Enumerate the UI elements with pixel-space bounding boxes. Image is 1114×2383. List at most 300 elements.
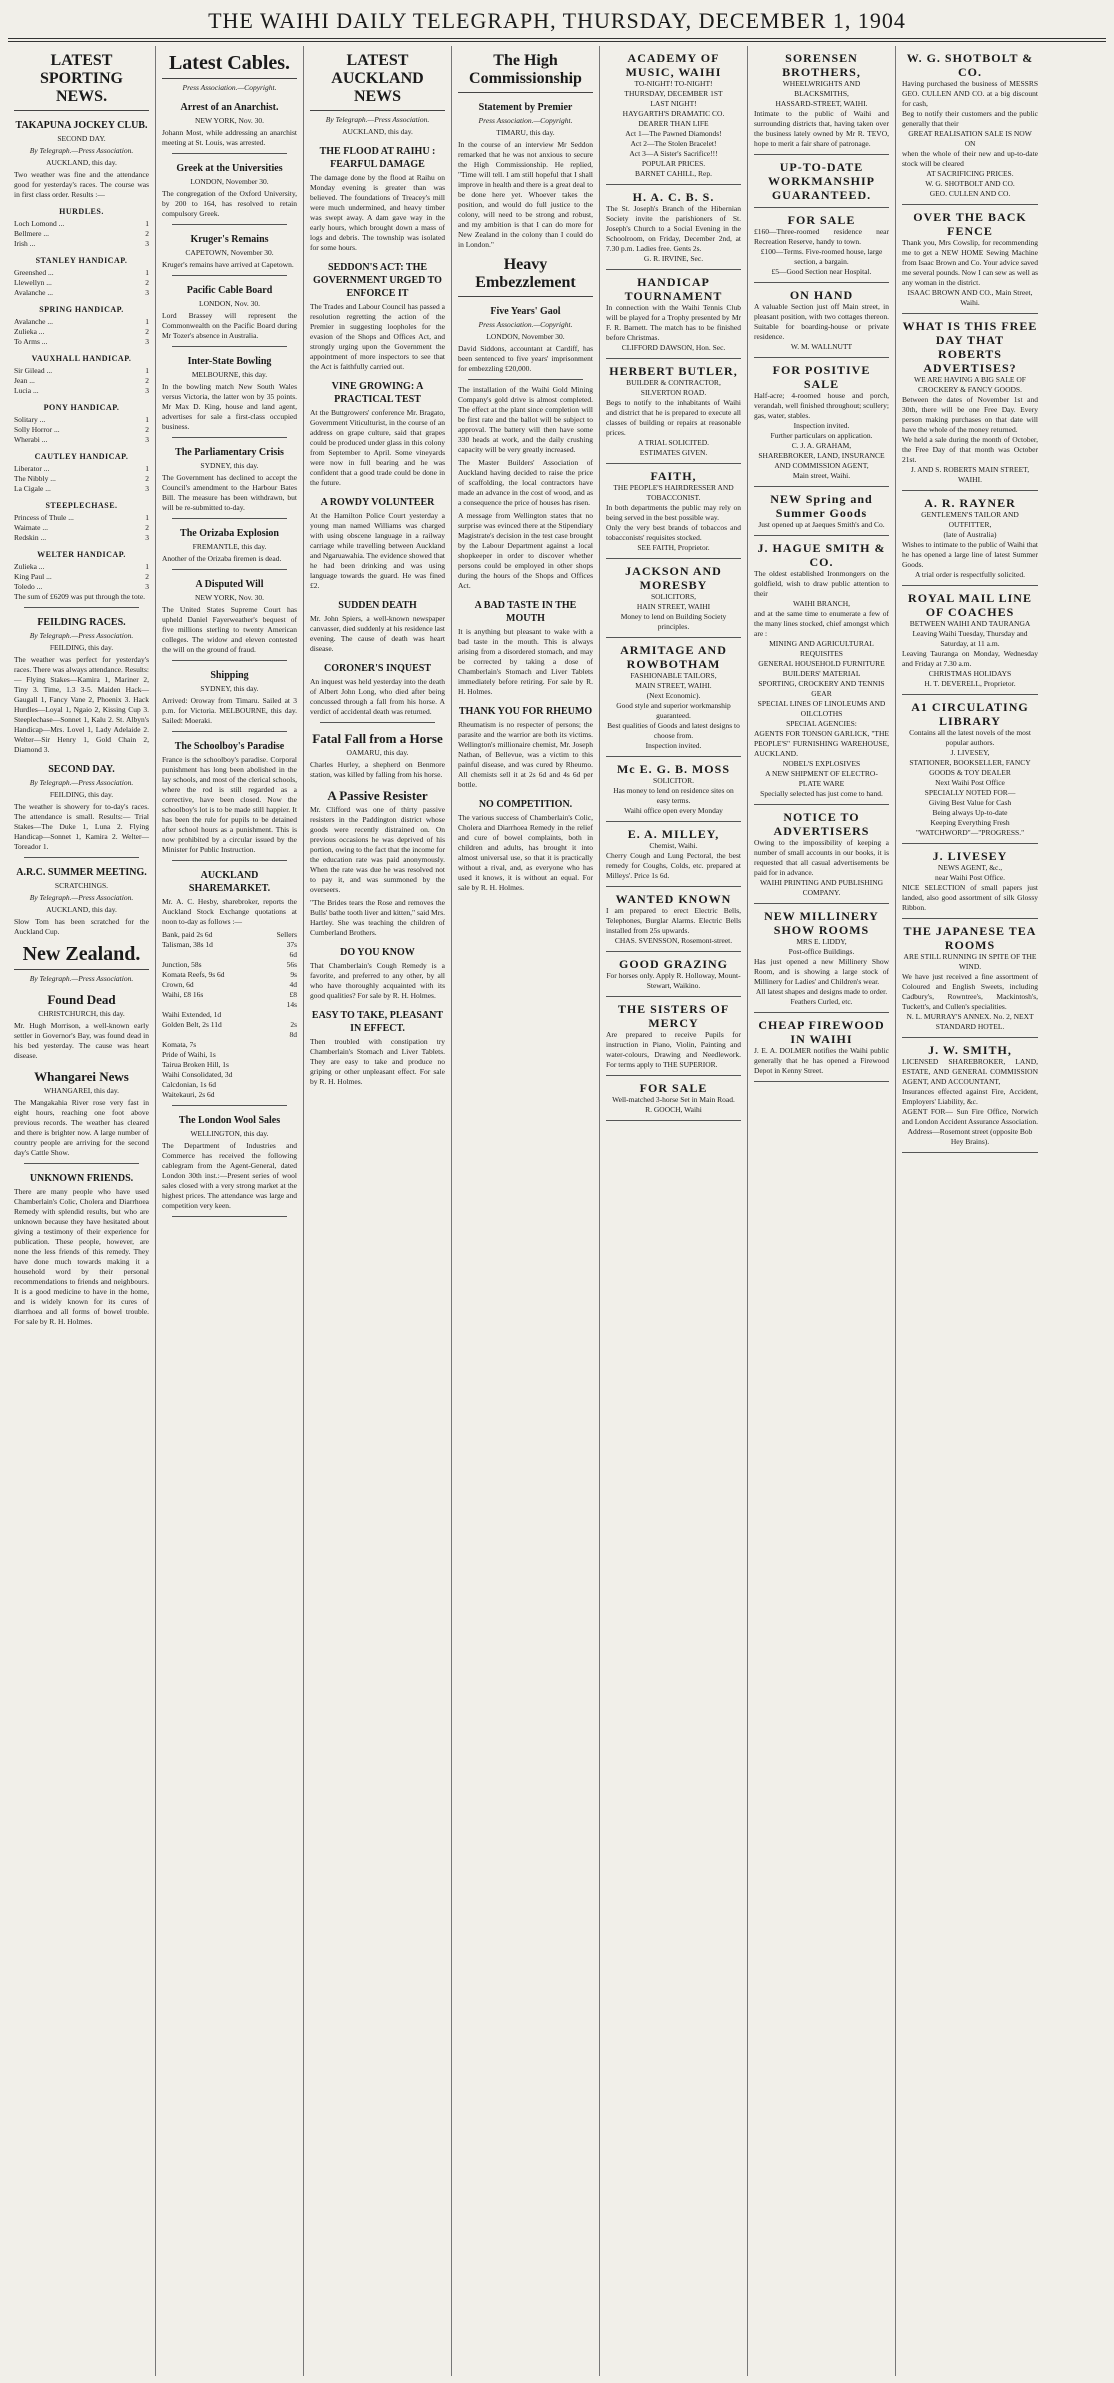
cable-divider: [172, 1216, 287, 1217]
race-entry: [14, 317, 149, 327]
ad-text: Begs to notify to the inhabitants of Waihi and district that he is prepared to execute all classes of building or repairs at reasonable prices.: [606, 398, 741, 437]
ad-title: W. G. SHOTBOLT & CO.: [906, 51, 1034, 79]
placing: 1: [145, 464, 149, 473]
ad-text: Feathers Curled, etc.: [790, 997, 853, 1006]
advertisement: [754, 46, 889, 155]
ad-text: GEO. CULLEN AND CO.: [929, 189, 1011, 198]
auckland-dateline: AUCKLAND, this day.: [342, 127, 413, 136]
ad-title: FOR SALE: [787, 213, 856, 227]
auckland-news-heading: SEDDON'S ACT: THE GOVERNMENT URGED TO ENFORCE IT: [313, 262, 442, 299]
ad-title: THE JAPANESE TEA ROOMS: [903, 924, 1037, 952]
share-price: [285, 1040, 297, 1050]
arc-meeting-heading: A.R.C. SUMMER MEETING.: [16, 867, 147, 878]
masthead-rule: [8, 38, 1106, 39]
advertisement: [902, 919, 1038, 1038]
share-row: [162, 980, 297, 990]
advertisement: [754, 358, 889, 487]
ad-text: Best qualities of Goods and latest designs to choose from.: [607, 721, 740, 740]
placing: 3: [145, 484, 149, 493]
column-cables: [156, 46, 304, 2376]
ad-text: C. J. A. GRAHAM,: [791, 441, 852, 450]
ad-text: HASSARD-STREET, WAIHI.: [775, 99, 868, 108]
cable-heading: A Disputed Will: [195, 579, 264, 590]
horse-name: Liberator ...: [14, 464, 50, 473]
cable-divider: [172, 860, 287, 861]
share-row: [162, 1020, 297, 1040]
advertisement: [606, 1076, 741, 1121]
arc-meeting-sub: SCRATCHINGS.: [54, 881, 109, 890]
ad-text: £100—Terms. Five-roomed house, large section, a bargain.: [760, 247, 883, 266]
placing: 3: [145, 386, 149, 395]
race-entry: [14, 415, 149, 425]
passive-resister-heading: A Passive Resister: [327, 788, 428, 803]
share-row: [162, 960, 297, 970]
race-entry: [14, 219, 149, 229]
auckland-news-body: An inquest was held yesterday into the death of Albert John Long, who died after being concussed through a fall from his horse. A verdict of accidental death was returned.: [310, 677, 445, 716]
second-day-byline: By Telegraph.—Press Association.: [29, 778, 134, 787]
auckland-news-body: At the Hamilton Police Court yesterday a young man named Williams was charged with using obscene language in a railway carriage while travelling between Auckland and Ngaruawahia. The evidence showed that he had been drinking and was using language towards the guard. He was fined £2.: [310, 511, 445, 590]
share-row: [162, 990, 297, 1010]
placing: 2: [145, 327, 149, 336]
ad-title: FAITH,: [650, 469, 697, 483]
ad-text: W. G. SHOTBOLT AND CO.: [925, 179, 1015, 188]
sporting-banner: LATEST SPORTING NEWS.: [14, 52, 149, 111]
race-entry: [14, 386, 149, 396]
ad-title: JACKSON AND MORESBY: [625, 564, 722, 592]
ad-text: "WATCHWORD"—"PROGRESS.": [915, 828, 1025, 837]
arc-meeting-byline: By Telegraph.—Press Association.: [29, 893, 134, 902]
ad-text: (late of Australia): [943, 530, 997, 539]
ad-text: We have just received a fine assortment of Coloured and English Sweets, including Cadbury's, Rowntree's, Mackintosh's, Tuckett's, and Cullen's specialities.: [902, 972, 1038, 1011]
share-row: [162, 1010, 297, 1020]
ad-text: Giving Best Value for Cash: [928, 798, 1012, 807]
share-name: Talisman, 38s 1d: [162, 940, 213, 949]
share-name: Golden Belt, 2s 11d: [162, 1020, 222, 1029]
ad-text: In connection with the Waihi Tennis Club will be played for a Trophy presented by Mr F. R. Barnett. The match has to be finished before Christmas.: [606, 303, 741, 342]
ad-text: Further particulars on application.: [770, 431, 873, 440]
fatal-fall-dateline: OAMARU, this day.: [346, 748, 409, 757]
share-price: [285, 1070, 297, 1080]
placing: 2: [145, 425, 149, 434]
second-day-dateline: FEILDING, this day.: [49, 790, 114, 799]
passive-resister-body: Mr. Clifford was one of thirty passive resisters in the Paddington district whose goods were recently distrained on. On previous occasions he was deprived of his portion, owing to the fact that the income for the education rate was paid anonymously. When the rate was due he was resolved not to pay it, and was summoned by the overseers.: [310, 805, 445, 894]
horse-name: Irish ...: [14, 239, 36, 248]
ad-title: ARMITAGE AND ROWBOTHAM: [620, 643, 727, 671]
sporting-intro: Two weather was fine and the attendance good for yesterday's races. The course was in first class order. Results :—: [14, 170, 149, 199]
share-row: [162, 1090, 297, 1100]
ad-text: J. LIVESEY,: [950, 748, 990, 757]
cable-body: France is the schoolboy's paradise. Corporal punishment has long been abolished in the lay schools, and most of the clerical schools, where the rod is still regarded as a corrective, have been closed. Now the schoolboy's lot is to be made still happier. It has been the rule for pupils to be detained after school hours as a punishment. This is now prohibited by a circular issued by the Minister for Public Instruction.: [162, 755, 297, 854]
ad-text: Act 2—The Stolen Bracelet!: [630, 139, 717, 148]
advertisement: [902, 491, 1038, 586]
second-day-heading: SECOND DAY.: [48, 764, 115, 775]
feilding-byline: By Telegraph.—Press Association.: [29, 631, 134, 640]
feilding-body: The weather was perfect for yesterday's races. There was always attendance. Results:— Flying Stakes—Kamira 1, Mariner 2, Tiny 3. Time, 1.3 3-5. Maiden Hack—Gaugall 1, Fancy Vane 2, Phoenix 3. Hack Hurdles—Loyal 1, Ngaio 2, Kissing Cup 3. Steeplechase—Sonnet 1, Kalu 2. St. Albyn's Handicap—Mrs. Lovel 1, Lady Adelaide 2. Welter—Sir Henry 1, Gold Chain 2, Diamond 3.: [14, 655, 149, 754]
ad-title: OVER THE BACK FENCE: [913, 210, 1027, 238]
master-builders-body: The Master Builders' Association of Auckland having decided to raise the price of scaffolding, the local contractors have made an advance in the cost of wood, and as a consequence the price of houses has risen.: [458, 458, 593, 507]
found-dead-heading: Found Dead: [47, 992, 116, 1007]
ad-text: Money to lend on Building Society principles.: [620, 612, 727, 631]
ad-text: A trial order is respectfully solicited.: [915, 570, 1025, 579]
ad-title: J. W. SMITH,: [928, 1043, 1012, 1057]
column-ads-right: [896, 46, 1044, 2376]
ad-text: NEWS AGENT, &c.,: [937, 863, 1003, 872]
cable-divider: [172, 153, 287, 154]
advertisement: [606, 464, 741, 559]
ad-text: I am prepared to erect Electric Bells, Telephones, Burglar Alarms. Electric Bells installed from 25s upwards.: [606, 906, 741, 935]
horse-name: To Arms ...: [14, 337, 48, 346]
auckland-news-banner: LATEST AUCKLAND NEWS: [310, 52, 445, 111]
auckland-news-heading: SUDDEN DEATH: [338, 600, 417, 611]
ad-text: Act 1—The Pawned Diamonds!: [625, 129, 722, 138]
cable-heading: The Schoolboy's Paradise: [174, 741, 285, 752]
horse-name: Zulieka ...: [14, 327, 45, 336]
cable-divider: [172, 437, 287, 438]
ad-title: WANTED KNOWN: [615, 892, 732, 906]
ad-title: THE SISTERS OF MERCY: [617, 1002, 730, 1030]
ad-text: NICE SELECTION of small papers just landed, also good assortment of silk Glossy Ribbon.: [902, 883, 1038, 912]
share-row: [162, 930, 297, 940]
ad-text: CLIFFORD DAWSON, Hon. Sec.: [621, 343, 726, 352]
ad-text: For horses only. Apply R. Holloway, Mount-Stewart, Waikino.: [606, 971, 741, 990]
placing: 1: [145, 268, 149, 277]
ad-text: Beg to notify their customers and the public generally that their: [902, 109, 1038, 128]
ad-text: STATIONER, BOOKSELLER, FANCY GOODS & TOY DEALER: [909, 758, 1031, 777]
race-entry: [14, 327, 149, 337]
auckland-news-heading: CORONER'S INQUEST: [324, 663, 431, 674]
no-competition-body: The various success of Chamberlain's Colic, Cholera and Diarrhoea Remedy in the relief and cure of bowel complaints, both in children and adults, has brought it into almost universal use, so that it is practically without a rival, and, as everyone who has used it knows, it is without an equal. For sale by R. H. Holmes.: [458, 813, 593, 892]
cable-divider: [172, 346, 287, 347]
horse-name: Redskin ...: [14, 533, 47, 542]
horse-name: Waimate ...: [14, 523, 48, 532]
whangarei-dateline: WHANGAREI, this day.: [44, 1086, 119, 1095]
horse-name: Zulieka ...: [14, 562, 45, 571]
share-price: Sellers: [276, 930, 297, 939]
ad-text: TO-NIGHT! TO-NIGHT!: [634, 79, 713, 88]
easy-to-take-heading: EASY TO TAKE, PLEASANT IN EFFECT.: [311, 1010, 444, 1034]
ad-text: MAIN STREET, WAIHI.: [635, 681, 712, 690]
race-entry: [14, 278, 149, 288]
ad-text: A valuable Section just off Main street, in pleasant position, with two cottages thereon. Suitable for boarding-house or private residence.: [754, 302, 889, 341]
embezzlement-body: David Siddons, accountant at Cardiff, has been sentenced to five years' imprisonment for embezzling £20,000.: [458, 344, 593, 373]
advertisement: [606, 887, 741, 952]
column-ads-middle: [748, 46, 896, 2376]
ad-text: (Next Economic).: [646, 691, 701, 700]
advertisement: [902, 844, 1038, 919]
ad-text: Wishes to intimate to the public of Waihi that he has opened a large line of latest Summer Goods.: [902, 540, 1039, 569]
ad-text: N. L. MURRAY'S ANNEX. No. 2, NEXT STANDARD HOTEL.: [906, 1012, 1034, 1031]
ad-text: Inspection invited.: [645, 741, 702, 750]
brides-body: "The Brides tears the Rose and removes the Bulls' bathe tooth liver and kitten," said Mrs. Hartley. She was teaching the children of Cumberland Brothers.: [310, 898, 445, 937]
cable-dateline: MELBOURNE, this day.: [191, 370, 268, 379]
ads-list-right: [902, 46, 1038, 1153]
ad-title: J. HAGUE SMITH & CO.: [757, 541, 886, 569]
ad-title: ON HAND: [789, 288, 854, 302]
no-competition-heading: NO COMPETITION.: [478, 799, 573, 810]
auckland-news-heading: THE FLOOD AT RAIHU : FEARFUL DAMAGE: [319, 146, 436, 170]
feilding-dateline: FEILDING, this day.: [49, 643, 114, 652]
commissionship-sub: Statement by Premier: [478, 102, 573, 113]
cable-heading: The Orizaba Explosion: [180, 528, 279, 539]
share-price: 56s: [286, 960, 297, 969]
race-name: CAUTLEY HANDICAP.: [34, 452, 129, 461]
advertisement: [902, 586, 1038, 695]
advertisement: [902, 46, 1038, 205]
masthead-title: THE WAIHI DAILY TELEGRAPH, THURSDAY, DECEMBER 1, 1904: [208, 8, 906, 33]
ad-text: AGENT FOR— Sun Fire Office, Norwich and London Accident Assurance Association.: [902, 1107, 1039, 1126]
cable-divider: [172, 224, 287, 225]
horse-name: Solly Horror ...: [14, 425, 60, 434]
ad-text: SEE FAITH, Proprietor.: [637, 543, 710, 552]
cable-dateline: SYDNEY, this day.: [200, 684, 259, 693]
placing: 1: [145, 317, 149, 326]
horse-name: Llewellyn ...: [14, 278, 52, 287]
masthead-rule-lower: [8, 41, 1106, 42]
race-entry: [14, 484, 149, 494]
cable-dateline: NEW YORK, Nov. 30.: [194, 593, 265, 602]
ad-text: Between the dates of November 1st and 30th, there will be one Free Day. Every person making purchases on that date will have the whole of the money returned.: [902, 395, 1038, 434]
advertisement: [606, 822, 741, 887]
cable-body: Another of the Orizaba firemen is dead.: [162, 554, 282, 563]
placing: 1: [145, 513, 149, 522]
commissionship-body: In the course of an interview Mr Seddon remarked that he was not anxious to secure the High Commissionship. He replied, "Time will tell. I am still hopeful that I shall improve in health and there is a great deal to be done here yet. Whoever takes the position, and would do full justice to the colony, will need to be strong and robust, and my ambition is that I can do more for New Zealand in the colony than I could do in London.": [458, 140, 593, 249]
share-name: Bank, paid 2s 6d: [162, 930, 213, 939]
column-sporting: [8, 46, 156, 2376]
ad-title: FOR SALE: [639, 1081, 708, 1095]
ad-text: and at the same time to enumerate a few of the many lines stocked, chief amongst which are :: [754, 609, 889, 638]
share-row: [162, 1080, 297, 1090]
race-name: STANLEY HANDICAP.: [35, 256, 128, 265]
ad-text: Act 3—A Sister's Sacrifice!!!: [629, 149, 718, 158]
ad-text: HAYGARTH'S DRAMATIC CO.: [622, 109, 725, 118]
horse-name: Princess of Thule ...: [14, 513, 74, 522]
page-columns: [8, 46, 1106, 2376]
advertisement: [606, 559, 741, 638]
ad-text: SOLICITORS,: [650, 592, 697, 601]
placing: 3: [145, 337, 149, 346]
placing: 2: [145, 229, 149, 238]
cable-heading: AUCKLAND SHAREMARKET.: [188, 870, 271, 894]
embezzlement-byline: Press Association.—Copyright.: [478, 320, 573, 329]
sporting-dateline: AUCKLAND, this day.: [46, 158, 117, 167]
horse-name: Jean ...: [14, 376, 35, 385]
ad-text: BUILDER & CONTRACTOR,: [626, 378, 721, 387]
ad-text: SOLICITOR.: [653, 776, 694, 785]
ad-text: SPORTING, CROCKERY AND TENNIS GEAR: [758, 679, 885, 698]
ad-text: £160—Three-roomed residence near Recreation Reserve, handy to town.: [754, 227, 889, 246]
ad-text: Specially selected has just come to hand.: [760, 789, 883, 798]
cable-dateline: LONDON, Nov. 30.: [199, 299, 260, 308]
placing: 1: [145, 219, 149, 228]
cable-heading: Arrest of an Anarchist.: [180, 102, 279, 113]
share-price: £8 14s: [286, 990, 297, 1009]
advertisement: [606, 638, 741, 757]
cable-heading: Inter-State Bowling: [187, 356, 272, 367]
advertisement: [754, 904, 889, 1013]
horse-name: La Cigale ...: [14, 484, 51, 493]
cable-body: The congregation of the Oxford University, by 200 to 164, has resolved to retain compulsory Greek.: [162, 189, 297, 218]
share-name: Waitekauri, 2s 6d: [162, 1090, 215, 1099]
horse-name: Loch Lomond ...: [14, 219, 65, 228]
horse-name: Lucia ...: [14, 386, 39, 395]
ad-title: NEW MILLINERY SHOW ROOMS: [764, 909, 879, 937]
share-row: [162, 940, 297, 960]
race-entry: [14, 366, 149, 376]
ad-title: J. LIVESEY: [932, 849, 1008, 863]
ad-title: GOOD GRAZING: [618, 957, 728, 971]
found-dead-body: Mr. Hugh Morrison, a well-known early settler in Governor's Bay, was found dead in his bed yesterday. The cause was heart disease.: [14, 1021, 149, 1060]
day-heading: SECOND DAY.: [57, 134, 106, 143]
share-price: [285, 1080, 297, 1090]
ad-title: H. A. C. B. S.: [632, 190, 715, 204]
ad-text: A TRIAL SOLICITED.: [637, 438, 710, 447]
cable-body: Lord Brassey will represent the Commonwealth on the Pacific Board during Mr Tozer's absence in Australia.: [162, 311, 297, 340]
found-dead-dateline: CHRISTCHURCH, this day.: [38, 1009, 125, 1018]
ad-text: WE ARE HAVING A BIG SALE OF CROCKERY & FANCY GOODS.: [914, 375, 1026, 394]
share-name: Komata, 7s: [162, 1040, 197, 1049]
race-entry: [14, 376, 149, 386]
ad-text: BUILDERS' MATERIAL: [782, 669, 861, 678]
race-entry: [14, 435, 149, 445]
ad-text: SPECIAL AGENCIES:: [786, 719, 857, 728]
cable-divider: [172, 660, 287, 661]
auckland-news-body: Mr. John Spiers, a well-known newspaper canvasser, died suddenly at his residence last evening. The cause of death was heart disease.: [310, 614, 445, 653]
cable-divider: [172, 518, 287, 519]
advertisement: [754, 805, 889, 904]
ad-text: Just opened up at Jaeques Smith's and Co.: [758, 520, 885, 529]
advertisement: [902, 1038, 1038, 1153]
embezzlement-dateline: LONDON, November 30.: [486, 332, 565, 341]
section-divider: [24, 857, 139, 858]
advertisement: [754, 283, 889, 358]
race-entry: [14, 513, 149, 523]
race-entry: [14, 464, 149, 474]
ad-text: R. GOOCH, Waihi: [645, 1105, 702, 1114]
cable-heading: The London Wool Sales: [178, 1115, 281, 1126]
cable-dateline: LONDON, November 30.: [190, 177, 269, 186]
ad-text: DEARER THAN LIFE: [638, 119, 709, 128]
race-entry: [14, 562, 149, 572]
cable-heading: Greek at the Universities: [176, 163, 283, 174]
cable-heading: The Parliamentary Crisis: [175, 447, 284, 458]
ad-text: BLACKSMITHS,: [794, 89, 849, 98]
share-name: Waihi, £8 16s: [162, 990, 204, 999]
commissionship-dateline: TIMARU, this day.: [496, 128, 555, 137]
share-row: [162, 1040, 297, 1050]
share-price: 4d: [289, 980, 297, 989]
ad-title: A1 CIRCULATING LIBRARY: [911, 700, 1029, 728]
advertisement: [606, 359, 741, 464]
ad-text: Post-office Buildings.: [788, 947, 855, 956]
auckland-news-heading: A ROWDY VOLUNTEER: [320, 497, 435, 508]
race-name: HURDLES.: [59, 207, 104, 216]
placing: 3: [145, 435, 149, 444]
ad-text: MRS E. LIDDY,: [796, 937, 847, 946]
race-entry: [14, 229, 149, 239]
section-divider: [24, 607, 139, 608]
unknown-friends-body: There are many people who have used Chamberlain's Colic, Cholera and Diarrhoea Remedy with splendid results, but who are unknown because they have hesitated about giving a testimony of their experience for publication. These people, however, are none the less friends of this remedy. They have done much towards making it a household word by their personal recommendations to friends and neighbours. It is a good medicine to have in the home, and is widely known for its cures of diarrhoea and all forms of bowel trouble. For sale by R. H. Holmes.: [14, 1187, 149, 1326]
ad-title: UP-TO-DATE WORKMANSHIP GUARANTEED.: [768, 160, 875, 202]
ad-text: We held a sale during the month of October, the Free Day of that month was October 21st.: [902, 435, 1038, 464]
cable-heading: Kruger's Remains: [190, 234, 269, 245]
ad-title: CHEAP FIREWOOD IN WAIHI: [758, 1018, 885, 1046]
auckland-news-heading: VINE GROWING: A PRACTICAL TEST: [331, 381, 424, 405]
cable-dateline: FREMANTLE, this day.: [192, 542, 267, 551]
placing: 3: [145, 288, 149, 297]
placing: 3: [145, 239, 149, 248]
ad-title: NOTICE TO ADVERTISERS: [773, 810, 870, 838]
race-entry: [14, 425, 149, 435]
ad-text: ARE STILL RUNNING IN SPITE OF THE WIND.: [903, 952, 1037, 971]
share-row: [162, 970, 297, 980]
share-name: Pride of Waihi, 1s: [162, 1050, 216, 1059]
advertisement: [754, 536, 889, 805]
do-you-know-body: That Chamberlain's Cough Remedy is a favorite, and preferred to any other, by all who have thoroughly acquainted with its good qualities? For sale by R. H. Holmes.: [310, 961, 445, 1000]
ad-title: ROYAL MAIL LINE OF COACHES: [908, 591, 1032, 619]
stoke-body: The installation of the Waihi Gold Mining Company's gold drive is almost completed. The effect at the plant since completion will be first rate and the ballot will be subject to approval. The battery will then have some 330 heads at work, and the daily crushing capacity will be very greatly increased.: [458, 385, 593, 454]
horse-name: Solitary ...: [14, 415, 46, 424]
race-entry: [14, 337, 149, 347]
ad-text: GENTLEMEN'S TAILOR AND OUTFITTER,: [921, 510, 1019, 529]
race-entry: [14, 288, 149, 298]
rheumo-heading: THANK YOU FOR RHEUMO: [458, 706, 593, 717]
placing: 1: [145, 366, 149, 375]
ad-text: CHRISTMAS HOLIDAYS: [928, 669, 1012, 678]
advertisement: [606, 46, 741, 185]
cable-body: Johann Most, while addressing an anarchist meeting at St. Louis, was arrested.: [162, 128, 297, 147]
share-price: [285, 1090, 297, 1100]
advertisement: [606, 757, 741, 822]
ad-text: Being always Up-to-date: [932, 808, 1008, 817]
ad-text: SPECIALLY NOTED FOR—: [924, 788, 1016, 797]
column-commissionship: [452, 46, 600, 2376]
advertisement: [754, 155, 889, 208]
share-row: [162, 1060, 297, 1070]
cable-body: The Department of Industries and Commerce has received the following cablegram from the Agent-General, dated London 30th inst.:—Present series of wool sales closed with a very strong market at the highest prices. The attendance was large and competition very keen.: [162, 1141, 297, 1210]
ad-text: LAST NIGHT!: [650, 99, 697, 108]
ad-text: Are prepared to receive Pupils for instruction in Piano, Violin, Painting and water-colours, Drawing and Needlework. For terms apply to THE SUPERIOR.: [606, 1030, 741, 1069]
ad-text: SPECIAL LINES OF LINOLEUMS AND OILCLOTHS: [757, 699, 886, 718]
ad-text: BARNET CAHILL, Rep.: [635, 169, 712, 178]
ad-title: ACADEMY OF MUSIC, WAIHI: [625, 51, 722, 79]
ad-text: Intimate to the public of Waihi and surrounding districts that, having taken over the business lately owned by Mr R. TEVO, hope to merit a fair share of patronage.: [754, 109, 889, 148]
cable-body: Mr. A. C. Hesby, sharebroker, reports the Auckland Stock Exchange quotations at noon to-day as follows :—: [162, 897, 297, 926]
ad-text: AGENTS FOR TONSON GARLICK, "THE PEOPLE'S" FURNISHING WAREHOUSE, AUCKLAND.: [754, 729, 889, 758]
new-zealand-banner: New Zealand.: [14, 943, 149, 970]
ad-text: The oldest established Ironmongers on the goldfield, wish to draw public attention to their: [754, 569, 889, 598]
easy-to-take-body: Then troubled with constipation try Chamberlain's Stomach and Liver Tablets. They are easy to take and produce no griping or other unpleasant effect. For sale by R. H. Holmes.: [310, 1037, 445, 1086]
share-name: Komata Reefs, 9s 6d: [162, 970, 225, 979]
cables-banner: Latest Cables.: [162, 52, 297, 79]
ad-title: FOR POSITIVE SALE: [772, 363, 871, 391]
arc-meeting-body: Slow Tom has been scratched for the Auckland Cup.: [14, 917, 149, 936]
ad-text: J. E. A. DOLMER notifies the Waihi public generally that he has opened a Firewood Depot in Kenny Street.: [754, 1046, 889, 1075]
whangarei-heading: Whangarei News: [34, 1069, 129, 1084]
ad-text: CHAS. SVENSSON, Rosemont-street.: [614, 936, 733, 945]
share-price: 2s 8d: [289, 1020, 297, 1039]
ad-text: AT SACRIFICING PRICES.: [926, 169, 1014, 178]
horse-name: Toledo ...: [14, 582, 43, 591]
horse-name: Wherabi ...: [14, 435, 48, 444]
cable-divider: [172, 569, 287, 570]
embezzlement-sub: Five Years' Gaol: [490, 306, 561, 317]
wellington-body: A message from Wellington states that no surprise was evinced there at the Stipendiary Magistrate's decision in the test case brought by the Labour Department against a local shopkeeper in order to discover whether persons could be employed in other shops during the hours of the Shops and Offices Act.: [458, 511, 593, 590]
cable-dateline: WELLINGTON, this day.: [190, 1129, 269, 1138]
ad-text: HAIN STREET, WAIHI: [636, 602, 711, 611]
section-divider: [320, 722, 435, 723]
race-name: PONY HANDICAP.: [43, 403, 120, 412]
cable-items: [162, 101, 297, 1217]
